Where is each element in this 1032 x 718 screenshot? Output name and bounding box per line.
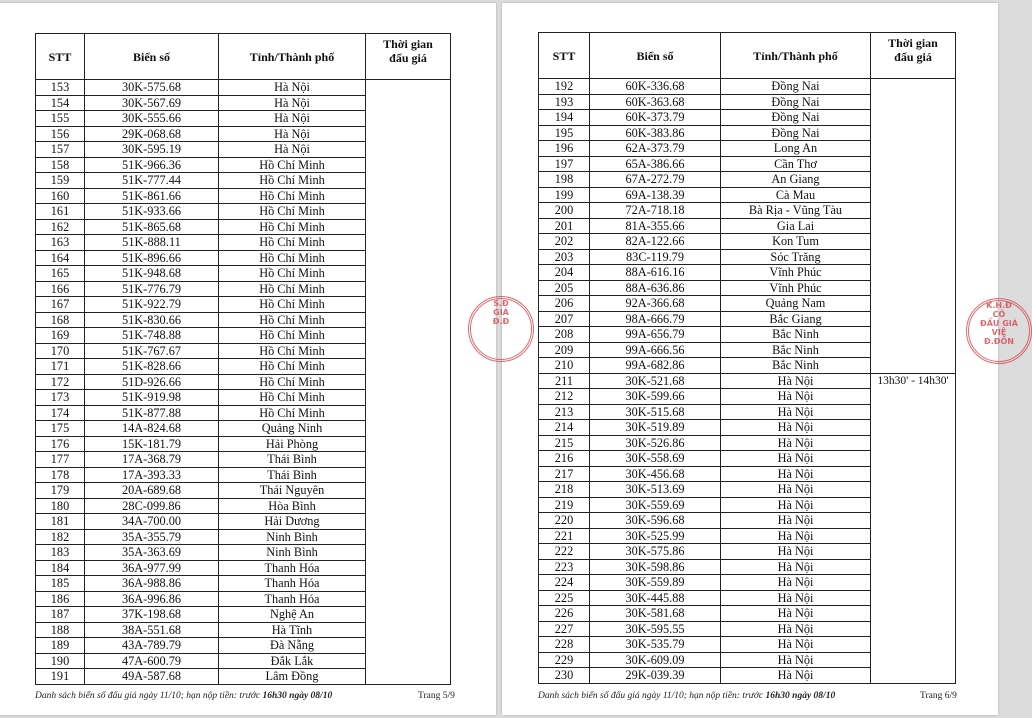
row-province: Hồ Chí Minh [219, 390, 366, 406]
row-plate: 30K-595.55 [590, 621, 721, 637]
header-time-line2: đấu giá [894, 50, 932, 64]
row-plate: 36A-977.99 [85, 560, 219, 576]
row-province: Hà Nội [721, 513, 871, 529]
plate-rows-right [539, 79, 956, 684]
row-province: Hà Nội [721, 559, 871, 575]
row-stt: 209 [539, 342, 590, 358]
plate-rows-left [36, 80, 451, 685]
row-province: Hà Nội [721, 497, 871, 513]
footer-middle: ; hạn nộp tiền: trước [180, 691, 263, 701]
row-province: Hồ Chí Minh [219, 157, 366, 173]
row-plate: 17A-393.33 [85, 467, 219, 483]
auction-time-cell [366, 80, 451, 685]
row-plate: 29K-068.68 [85, 126, 219, 142]
row-stt: 154 [36, 95, 85, 111]
row-province: Hà Nội [721, 466, 871, 482]
row-stt: 229 [539, 652, 590, 668]
row-stt: 199 [539, 187, 590, 203]
row-province: Hà Nội [219, 80, 366, 96]
row-plate: 49A-587.68 [85, 669, 219, 685]
row-stt: 185 [36, 576, 85, 592]
row-plate: 60K-336.68 [590, 79, 721, 95]
footer-deadline: 16h30 ngày 08/10 [765, 691, 836, 701]
row-plate: 51K-865.68 [85, 219, 219, 235]
row-stt: 165 [36, 266, 85, 282]
footer-prefix: Danh sách biển số đấu giá ngày [538, 691, 663, 701]
row-stt: 213 [539, 404, 590, 420]
header-time [871, 33, 956, 79]
row-stt: 159 [36, 173, 85, 189]
row-province: Hồ Chí Minh [219, 188, 366, 204]
row-province: Cần Thơ [721, 156, 871, 172]
page-5 [0, 3, 496, 715]
row-plate: 60K-363.68 [590, 94, 721, 110]
row-province: Bắc Ninh [721, 358, 871, 374]
header-stt: STT [539, 33, 590, 79]
row-province: Vĩnh Phúc [721, 265, 871, 281]
plate-table-left [35, 33, 451, 685]
row-province: Lâm Đồng [219, 669, 366, 685]
row-stt: 162 [36, 219, 85, 235]
row-stt: 226 [539, 606, 590, 622]
footer-note-right [538, 691, 835, 701]
row-province: Long An [721, 141, 871, 157]
header-province: Tỉnh/Thành phố [219, 34, 366, 80]
row-plate: 51K-877.88 [85, 405, 219, 421]
row-plate: 20A-689.68 [85, 483, 219, 499]
row-plate: 51K-919.98 [85, 390, 219, 406]
row-stt: 155 [36, 111, 85, 127]
row-plate: 29K-039.39 [590, 668, 721, 684]
row-stt: 171 [36, 359, 85, 375]
header-plate: Biển số [85, 34, 219, 80]
row-province: Hồ Chí Minh [219, 374, 366, 390]
auction-time-cell: 13h30' - 14h30' [871, 373, 956, 683]
row-stt: 220 [539, 513, 590, 529]
row-province: Hà Nội [721, 652, 871, 668]
row-stt: 224 [539, 575, 590, 591]
row-province: Ninh Bình [219, 529, 366, 545]
row-stt: 189 [36, 638, 85, 654]
row-plate: 30K-513.69 [590, 482, 721, 498]
row-stt: 222 [539, 544, 590, 560]
row-plate: 51K-767.67 [85, 343, 219, 359]
row-plate: 30K-526.86 [590, 435, 721, 451]
row-province: Thái Bình [219, 467, 366, 483]
row-stt: 204 [539, 265, 590, 281]
row-province: Hòa Bình [219, 498, 366, 514]
row-province: Hồ Chí Minh [219, 312, 366, 328]
row-province: Ninh Bình [219, 545, 366, 561]
row-province: Hà Nội [721, 528, 871, 544]
row-province: Quảng Nam [721, 296, 871, 312]
row-plate: 30K-567.69 [85, 95, 219, 111]
row-stt: 230 [539, 668, 590, 684]
row-stt: 177 [36, 452, 85, 468]
row-province: Hà Nội [721, 606, 871, 622]
row-stt: 170 [36, 343, 85, 359]
row-stt: 164 [36, 250, 85, 266]
row-plate: 60K-373.79 [590, 110, 721, 126]
row-plate: 88A-636.86 [590, 280, 721, 296]
row-stt: 225 [539, 590, 590, 606]
row-province: Nghệ An [219, 607, 366, 623]
row-stt: 181 [36, 514, 85, 530]
row-province: Hà Nội [721, 621, 871, 637]
row-plate: 92A-366.68 [590, 296, 721, 312]
row-stt: 156 [36, 126, 85, 142]
row-plate: 34A-700.00 [85, 514, 219, 530]
row-province: Hồ Chí Minh [219, 359, 366, 375]
row-stt: 206 [539, 296, 590, 312]
row-plate: 37K-198.68 [85, 607, 219, 623]
footer-middle: ; hạn nộp tiền: trước [683, 691, 766, 701]
row-province: Hồ Chí Minh [219, 173, 366, 189]
row-province: Hồ Chí Minh [219, 281, 366, 297]
row-plate: 51K-830.66 [85, 312, 219, 328]
header-time-line1: Thời gian [383, 37, 433, 51]
header-plate: Biển số [590, 33, 721, 79]
row-stt: 207 [539, 311, 590, 327]
row-plate: 82A-122.66 [590, 234, 721, 250]
row-province: Kon Tum [721, 234, 871, 250]
row-province: Hà Nội [219, 126, 366, 142]
footer-note-left [35, 691, 332, 701]
row-plate: 38A-551.68 [85, 622, 219, 638]
row-plate: 30K-598.86 [590, 559, 721, 575]
row-stt: 175 [36, 421, 85, 437]
row-plate: 99A-682.86 [590, 358, 721, 374]
row-plate: 51K-828.66 [85, 359, 219, 375]
row-province: Vĩnh Phúc [721, 280, 871, 296]
row-province: Hà Tĩnh [219, 622, 366, 638]
row-stt: 176 [36, 436, 85, 452]
row-stt: 183 [36, 545, 85, 561]
row-plate: 30K-575.68 [85, 80, 219, 96]
row-plate: 99A-656.79 [590, 327, 721, 343]
row-plate: 51K-748.88 [85, 328, 219, 344]
row-province: Hà Nội [219, 142, 366, 158]
row-stt: 205 [539, 280, 590, 296]
row-province: Đồng Nai [721, 79, 871, 95]
row-stt: 210 [539, 358, 590, 374]
row-stt: 215 [539, 435, 590, 451]
row-stt: 195 [539, 125, 590, 141]
row-plate: 51K-966.36 [85, 157, 219, 173]
row-province: Bà Rịa - Vũng Tàu [721, 203, 871, 219]
row-plate: 36A-996.86 [85, 591, 219, 607]
row-province: Thanh Hóa [219, 576, 366, 592]
row-plate: 51K-922.79 [85, 297, 219, 313]
seal-text: VIỆ [991, 328, 1007, 337]
row-stt: 208 [539, 327, 590, 343]
row-stt: 173 [36, 390, 85, 406]
row-stt: 167 [36, 297, 85, 313]
row-province: Thanh Hóa [219, 591, 366, 607]
row-plate: 51K-777.44 [85, 173, 219, 189]
red-seal-stamp-left [468, 296, 534, 362]
row-province: Hồ Chí Minh [219, 266, 366, 282]
row-plate: 99A-666.56 [590, 342, 721, 358]
row-province: Đồng Nai [721, 125, 871, 141]
row-stt: 158 [36, 157, 85, 173]
row-stt: 200 [539, 203, 590, 219]
row-stt: 161 [36, 204, 85, 220]
table-header [539, 33, 956, 79]
row-plate: 28C-099.86 [85, 498, 219, 514]
row-plate: 72A-718.18 [590, 203, 721, 219]
table-row [539, 373, 956, 389]
row-province: Hà Nội [721, 637, 871, 653]
row-plate: 30K-581.68 [590, 606, 721, 622]
row-stt: 228 [539, 637, 590, 653]
row-stt: 196 [539, 141, 590, 157]
row-stt: 157 [36, 142, 85, 158]
row-stt: 218 [539, 482, 590, 498]
row-plate: 51K-896.66 [85, 250, 219, 266]
row-stt: 179 [36, 483, 85, 499]
row-plate: 51K-861.66 [85, 188, 219, 204]
row-stt: 197 [539, 156, 590, 172]
row-province: Đồng Nai [721, 110, 871, 126]
header-time-line1: Thời gian [888, 36, 938, 50]
seal-text: Đ.ĐỐN [984, 337, 1014, 346]
row-plate: 62A-373.79 [590, 141, 721, 157]
row-plate: 17A-368.79 [85, 452, 219, 468]
row-stt: 187 [36, 607, 85, 623]
seal-text: K.H.Đ [986, 301, 1012, 310]
footer-deadline: 16h30 ngày 08/10 [262, 691, 333, 701]
row-province: Hà Nội [721, 435, 871, 451]
row-stt: 223 [539, 559, 590, 575]
row-province: Thái Nguyên [219, 483, 366, 499]
page-number-left: Trang 5/9 [418, 691, 455, 701]
row-plate: 98A-666.79 [590, 311, 721, 327]
row-province: Hà Nội [721, 575, 871, 591]
row-plate: 30K-525.99 [590, 528, 721, 544]
row-province: Sóc Trăng [721, 249, 871, 265]
row-plate: 14A-824.68 [85, 421, 219, 437]
row-stt: 174 [36, 405, 85, 421]
row-plate: 47A-600.79 [85, 653, 219, 669]
row-plate: 36A-988.86 [85, 576, 219, 592]
page-6 [502, 3, 998, 715]
row-province: Hà Nội [721, 404, 871, 420]
row-plate: 30K-575.86 [590, 544, 721, 560]
row-stt: 168 [36, 312, 85, 328]
seal-text: S.Đ [493, 299, 509, 308]
row-province: Hồ Chí Minh [219, 343, 366, 359]
row-plate: 88A-616.16 [590, 265, 721, 281]
row-stt: 198 [539, 172, 590, 188]
header-stt: STT [36, 34, 85, 80]
table-row [539, 79, 956, 95]
row-province: Hồ Chí Minh [219, 328, 366, 344]
row-plate: 81A-355.66 [590, 218, 721, 234]
table-header [36, 34, 451, 80]
row-province: Gia Lai [721, 218, 871, 234]
row-province: Hà Nội [721, 668, 871, 684]
row-province: Hà Nội [721, 544, 871, 560]
row-province: Hà Nội [219, 111, 366, 127]
row-plate: 67A-272.79 [590, 172, 721, 188]
row-plate: 43A-789.79 [85, 638, 219, 654]
row-stt: 201 [539, 218, 590, 234]
row-plate: 83C-119.79 [590, 249, 721, 265]
red-seal-stamp-right [966, 298, 1032, 364]
row-province: Hồ Chí Minh [219, 235, 366, 251]
row-plate: 35A-355.79 [85, 529, 219, 545]
seal-text: Đ.Đ [492, 317, 510, 326]
row-plate: 51K-888.11 [85, 235, 219, 251]
row-province: An Giang [721, 172, 871, 188]
seal-text: GIÁ [493, 308, 509, 317]
footer-auction-date: 11/10 [159, 691, 181, 701]
row-stt: 217 [539, 466, 590, 482]
auction-time-cell [871, 79, 956, 374]
row-stt: 178 [36, 467, 85, 483]
row-plate: 69A-138.39 [590, 187, 721, 203]
row-province: Hồ Chí Minh [219, 250, 366, 266]
row-stt: 214 [539, 420, 590, 436]
row-plate: 30K-456.68 [590, 466, 721, 482]
row-plate: 30K-445.88 [590, 590, 721, 606]
footer-auction-date: 11/10 [662, 691, 684, 701]
row-stt: 153 [36, 80, 85, 96]
row-stt: 166 [36, 281, 85, 297]
row-plate: 51D-926.66 [85, 374, 219, 390]
row-province: Hồ Chí Minh [219, 405, 366, 421]
row-plate: 30K-609.09 [590, 652, 721, 668]
row-stt: 221 [539, 528, 590, 544]
row-plate: 30K-595.19 [85, 142, 219, 158]
row-stt: 180 [36, 498, 85, 514]
row-stt: 193 [539, 94, 590, 110]
page-number-right: Trang 6/9 [920, 691, 957, 701]
row-plate: 65A-386.66 [590, 156, 721, 172]
row-province: Hồ Chí Minh [219, 219, 366, 235]
row-stt: 186 [36, 591, 85, 607]
row-plate: 60K-383.86 [590, 125, 721, 141]
row-province: Hồ Chí Minh [219, 204, 366, 220]
seal-text: ĐẤU GIÁ [980, 319, 1018, 328]
row-plate: 51K-776.79 [85, 281, 219, 297]
row-province: Đắk Lắk [219, 653, 366, 669]
row-stt: 227 [539, 621, 590, 637]
row-province: Hồ Chí Minh [219, 297, 366, 313]
row-province: Hà Nội [721, 420, 871, 436]
row-plate: 51K-948.68 [85, 266, 219, 282]
row-stt: 212 [539, 389, 590, 405]
row-province: Hà Nội [721, 590, 871, 606]
row-province: Thái Bình [219, 452, 366, 468]
row-plate: 30K-559.69 [590, 497, 721, 513]
row-province: Thanh Hóa [219, 560, 366, 576]
row-plate: 30K-599.66 [590, 389, 721, 405]
row-stt: 160 [36, 188, 85, 204]
row-province: Hà Nội [721, 389, 871, 405]
row-stt: 203 [539, 249, 590, 265]
header-province: Tỉnh/Thành phố [721, 33, 871, 79]
row-stt: 192 [539, 79, 590, 95]
row-province: Hà Nội [721, 482, 871, 498]
row-province: Hà Nội [721, 451, 871, 467]
row-plate: 30K-515.68 [590, 404, 721, 420]
row-plate: 30K-521.68 [590, 373, 721, 389]
row-stt: 163 [36, 235, 85, 251]
row-province: Hà Nội [219, 95, 366, 111]
row-stt: 182 [36, 529, 85, 545]
row-plate: 30K-559.89 [590, 575, 721, 591]
row-plate: 30K-535.79 [590, 637, 721, 653]
row-province: Quảng Ninh [219, 421, 366, 437]
row-province: Bắc Ninh [721, 327, 871, 343]
row-stt: 216 [539, 451, 590, 467]
row-stt: 202 [539, 234, 590, 250]
plate-table-right [538, 32, 956, 684]
row-plate: 30K-555.66 [85, 111, 219, 127]
row-province: Hải Phòng [219, 436, 366, 452]
row-stt: 219 [539, 497, 590, 513]
row-plate: 30K-596.68 [590, 513, 721, 529]
row-stt: 184 [36, 560, 85, 576]
footer-prefix: Danh sách biển số đấu giá ngày [35, 691, 160, 701]
row-stt: 172 [36, 374, 85, 390]
row-stt: 191 [36, 669, 85, 685]
row-plate: 15K-181.79 [85, 436, 219, 452]
header-time-line2: đấu giá [389, 51, 427, 65]
row-stt: 194 [539, 110, 590, 126]
row-stt: 169 [36, 328, 85, 344]
row-province: Bắc Ninh [721, 342, 871, 358]
row-province: Đà Nẵng [219, 638, 366, 654]
row-province: Bắc Giang [721, 311, 871, 327]
row-province: Hà Nội [721, 373, 871, 389]
row-stt: 188 [36, 622, 85, 638]
row-plate: 30K-558.69 [590, 451, 721, 467]
row-plate: 51K-933.66 [85, 204, 219, 220]
row-stt: 190 [36, 653, 85, 669]
header-time [366, 34, 451, 80]
row-province: Đồng Nai [721, 94, 871, 110]
seal-text: CÔ [992, 310, 1006, 319]
row-stt: 211 [539, 373, 590, 389]
table-row [36, 80, 451, 96]
row-province: Cà Mau [721, 187, 871, 203]
row-province: Hải Dương [219, 514, 366, 530]
row-plate: 30K-519.89 [590, 420, 721, 436]
row-plate: 35A-363.69 [85, 545, 219, 561]
